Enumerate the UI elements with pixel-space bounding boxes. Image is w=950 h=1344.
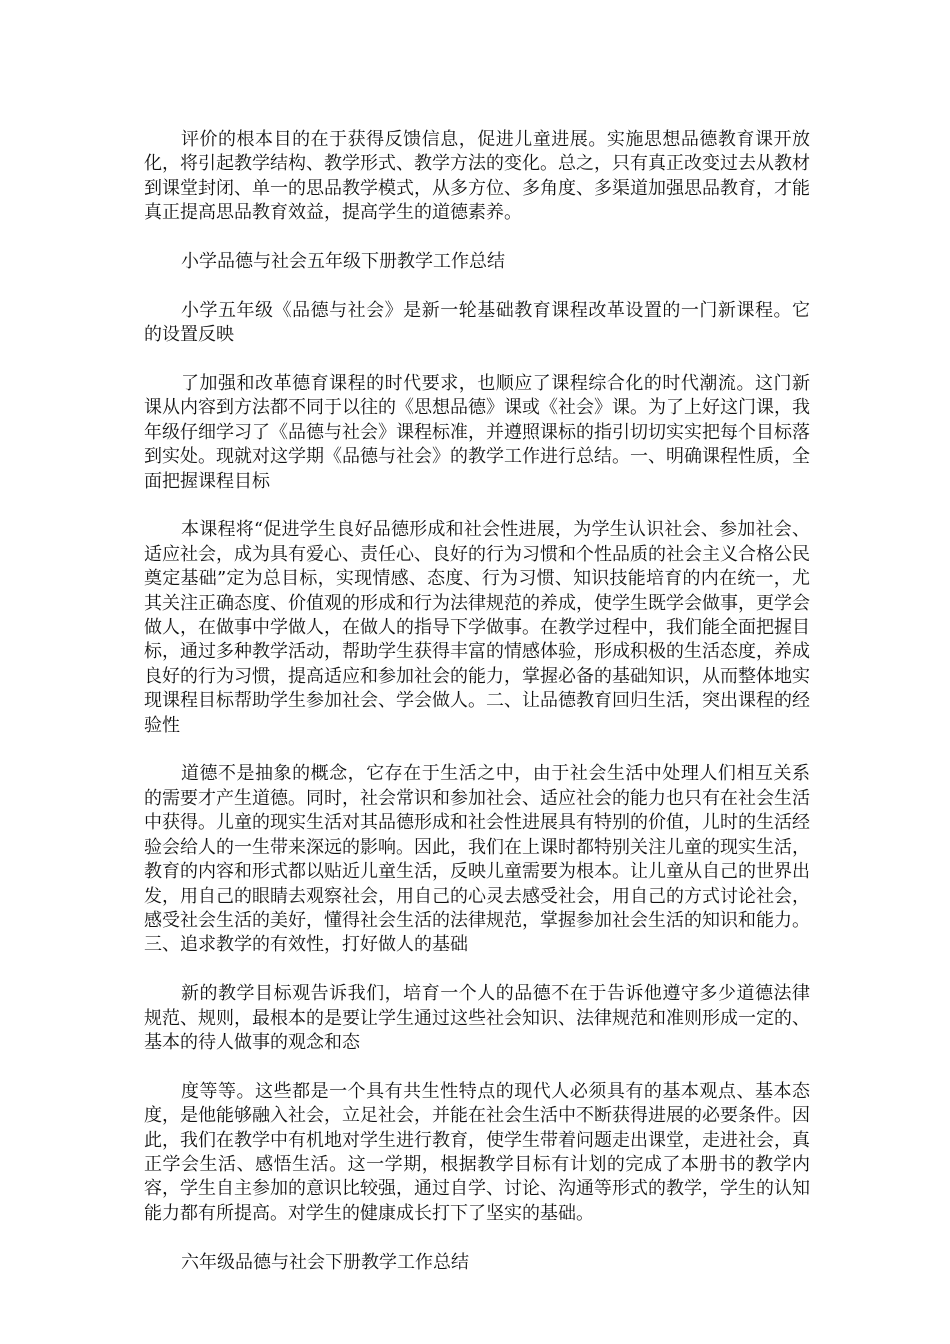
body-paragraph: 新的教学目标观告诉我们，培育一个人的品德不在于告诉他遵守多少道德法律规范、规则，最根本的是要让学生通过这些社会知识、法律规范和准则形成一定的、基本的待人做事的观念和态 xyxy=(144,983,810,1053)
body-paragraph: 本课程将“促进学生良好品德形成和社会性进展，为学生认识社会、参加社会、适应社会，成为具有爱心、责任心、良好的行为习惯和个性品质的社会主义合格公民奠定基础”定为总目标，实现情感、态度、行为习惯、知识技能培育的内在统一，尤其关注正确态度、价值观的形成和行为法律规范的养成，使学生既学会做事，更学会做人，在做事中学做人，在做人的指导下学做事。在教学过程中，我们能全面把握目标，通过多种教学活动，帮助学生获得丰富的情感体验，形成积极的生活态度，养成良好的行为习惯，提高适应和参加社会的能力，掌握必备的基础知识，从而整体地实现课程目标帮助学生参加社会、学会做人。二、让品德教育回归生活，突出课程的经验性 xyxy=(144,519,810,736)
document-page xyxy=(144,128,810,1299)
section-heading: 小学品德与社会五年级下册教学工作总结 xyxy=(181,251,505,273)
body-paragraph: 评价的根本目的在于获得反馈信息，促进儿童进展。实施思想品德教育课开放化，将引起教学结构、教学形式、教学方法的变化。总之，只有真正改变过去从教材到课堂封闭、单一的思品教学模式，从多方位、多角度、多渠道加强思品教育，才能真正提高思品教育效益，提高学生的道德素养。 xyxy=(144,129,810,224)
body-paragraph: 小学五年级《品德与社会》是新一轮基础教育课程改革设置的一门新课程。它的设置反映 xyxy=(144,299,810,346)
body-paragraph: 度等等。这些都是一个具有共生性特点的现代人必须具有的基本观点、基本态度，是他能够融入社会，立足社会，并能在社会生活中不断获得进展的必要条件。因此，我们在教学中有机地对学生进行教育，使学生带着问题走出课堂，走进社会，真正学会生活、感悟生活。这一学期，根据教学目标有计划的完成了本册书的教学内容，学生自主参加的意识比较强，通过自学、讨论、沟通等形式的教学，学生的认知能力都有所提高。对学生的健康成长打下了坚实的基础。 xyxy=(144,1080,810,1224)
body-paragraph: 道德不是抽象的概念，它存在于生活之中，由于社会生活中处理人们相互关系的需要才产生道德。同时，社会常识和参加社会、适应社会的能力也只有在社会生活中获得。儿童的现实生活对其品德形成和社会性进展具有特别的价值，儿时的生活经验会给人的一生带来深远的影响。因此，我们在上课时都特别关注儿童的现实生活，教育的内容和形式都以贴近儿童生活，反映儿童需要为根本。让儿童从自己的世界出发，用自己的眼睛去观察社会，用自己的心灵去感受社会，用自己的方式讨论社会，感受社会生活的美好，懂得社会生活的法律规范，掌握参加社会生活的知识和能力。三、追求教学的有效性，打好做人的基础 xyxy=(144,763,810,956)
section-heading: 六年级品德与社会下册教学工作总结 xyxy=(181,1251,469,1273)
body-paragraph: 了加强和改革德育课程的时代要求，也顺应了课程综合化的时代潮流。这门新课从内容到方法都不同于以往的《思想品德》课或《社会》课。为了上好这门课，我年级仔细学习了《品德与社会》课程标准，并遵照课标的指引切切实实把每个目标落到实处。现就对这学期《品德与社会》的教学工作进行总结。一、明确课程性质，全面把握课程目标 xyxy=(144,373,810,492)
